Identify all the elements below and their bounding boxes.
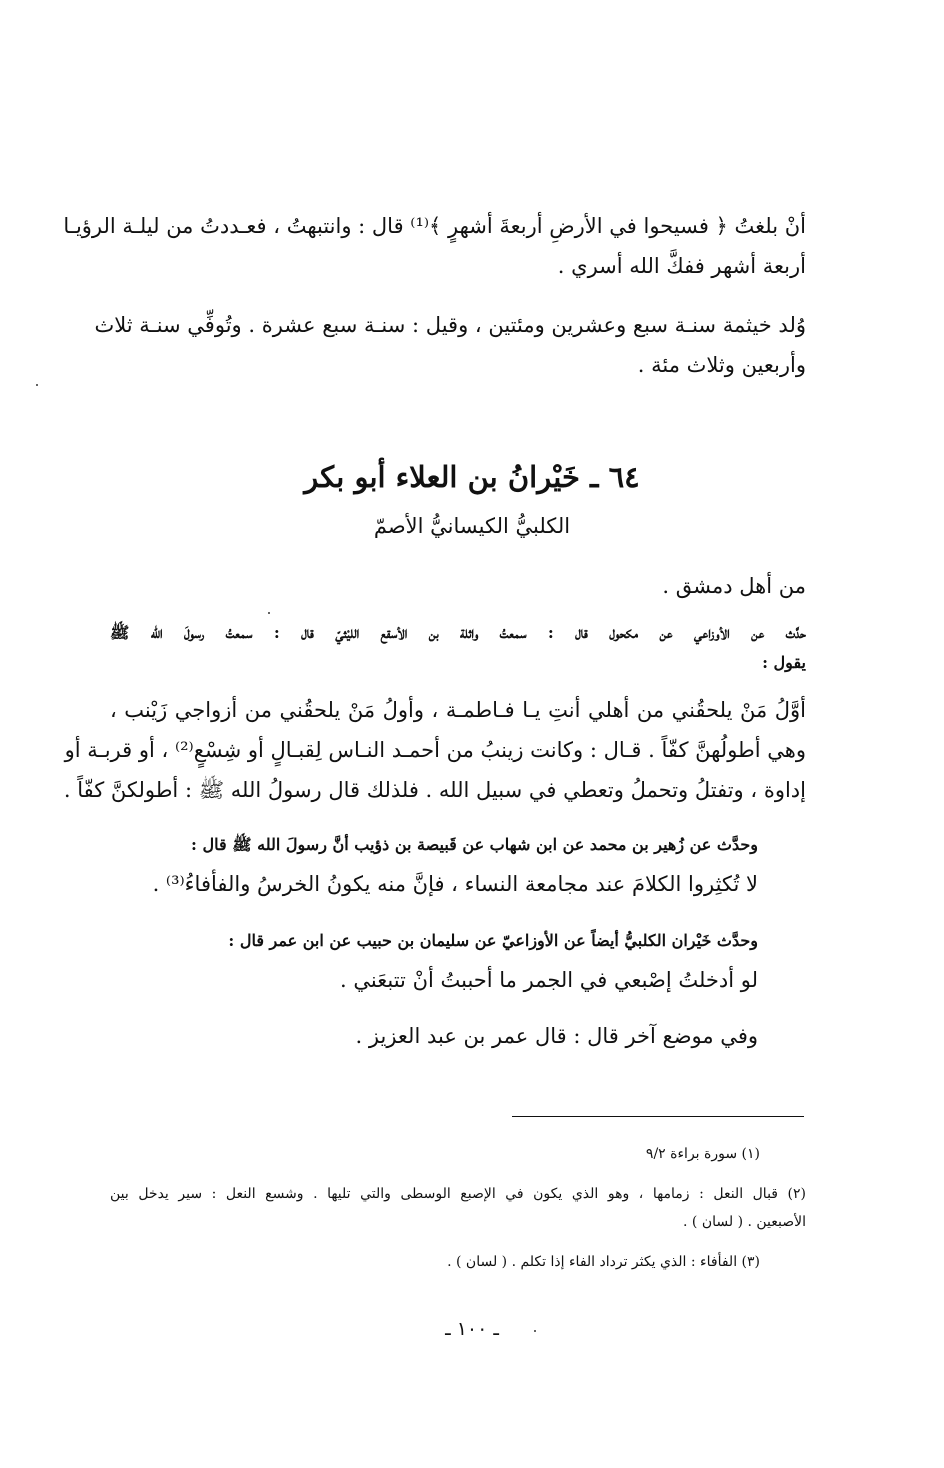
- entry-subtitle: الكلبيُّ الكيسانيُّ الأصمّ: [373, 514, 571, 538]
- hadith-1-chain-line-2: يقول :: [762, 653, 806, 672]
- footnote-2: [110, 1180, 806, 1236]
- hadith-1-text-line-2: وهي أطولُهنَّ كفّاً . قـال : وكانت زينبُ من أحمـد النـاس لِقبـالٍ أو شِسْعٍ⁽²⁾ ، أو قربـة أو: [64, 738, 806, 762]
- scan-speck: [36, 384, 38, 386]
- footnote-2-line-1: (٢) قبال النعل : زمامها ، وهو الذي يكون في الإصبع الوسطى والتي تليها . وشسع النعل : سير يدخل بين: [110, 1186, 806, 1202]
- hadith-1-text-line-3: إداوة ، وتفتلُ وتحملُ وتعطي في سبيل الله . فلذلك قال رسولُ الله ﷺ : أطولكنَّ كفّاً .: [63, 778, 806, 802]
- footnote-divider: [512, 1116, 804, 1117]
- hadith-3-text-line: لو أدخلتُ إصْبعي في الجمر ما أحببتُ أنْ تتبعَني .: [340, 968, 758, 992]
- hadith-1-chain-line-1: حدَّث عن الأوزاعي عن مكحول قال : سمعتُ واثلة بن الأسقع الليْثيّ قال : سمعتُ رسولَ الله ﷺ: [110, 623, 806, 642]
- hadith-3-chain-line: وحدَّث خَيْران الكلبيُّ أيضاً عن الأوزاعيّ عن سليمان بن حبيب عن ابن عمر قال :: [228, 931, 758, 950]
- hadith-1-text: [63, 690, 807, 810]
- intro-line-2: أربعة أشهر ففكَّ الله أسري .: [557, 254, 806, 278]
- birth-line-1: وُلد خيثمة سنـة سبع وعشرين ومئتين ، وقيل : سنـة سبع عشرة . وتُوفِّي سنـة ثلاث: [94, 313, 806, 337]
- footnote-3: [110, 1248, 760, 1276]
- entry-origin: [110, 566, 806, 606]
- footnote-1: [110, 1140, 760, 1168]
- entry-title: ٦٤ ـ خَيْرانُ بن العلاء أبو بكر: [304, 460, 640, 494]
- scan-speck: [534, 1330, 536, 1332]
- footnote-1-line: (١) سورة براءة ٩/٢: [645, 1146, 760, 1162]
- hadith-2-text: [150, 866, 758, 902]
- birth-death-paragraph: [94, 305, 806, 385]
- footnote-3-line: (٣) الفأفاء : الذي يكثر ترداد الفاء إذا تكلم . ( لسان ) .: [447, 1254, 760, 1270]
- page-number: ـ ١٠٠ ـ: [445, 1318, 499, 1340]
- hadith-3-text: [150, 962, 758, 998]
- hadith-3-note-line: وفي موضع آخر قال : قال عمر بن عبد العزيز .: [355, 1024, 758, 1048]
- hadith-2-text-line: لا تُكثِروا الكلامَ عند مجامعة النساء ، فإنَّ منه يكونُ الخرسُ والفأفاءُ⁽³⁾ .: [152, 872, 758, 896]
- hadith-1-chain: [110, 618, 806, 678]
- hadith-3-chain: [150, 926, 758, 956]
- hadith-2-chain-line: وحدَّث عن زُهير بن محمد عن ابن شهاب عن قَبيصة بن ذؤيب أنَّ رسولَ الله ﷺ قال :: [191, 835, 758, 854]
- hadith-2-chain: [150, 830, 758, 860]
- footnote-2-line-2: الأصبعين . ( لسان ) .: [683, 1214, 806, 1230]
- intro-line-1: أنْ بلغتُ ﴿ فسيحوا في الأرضِ أربعةَ أشهرٍ ﴾⁽¹⁾ قال : وانتبهتُ ، فعـددتُ من ليلـة الرؤيـا: [63, 214, 806, 238]
- intro-paragraph: [63, 206, 806, 286]
- hadith-3-note: [150, 1018, 758, 1054]
- origin-line: من أهل دمشق .: [662, 574, 806, 598]
- scan-speck: [268, 612, 270, 614]
- hadith-1-text-line-1: أوَّلُ مَنْ يلحقُني من أهلي أنتِ يـا فـاطمـة ، وأولُ مَنْ يلحقُني من أزواجي زَيْنب ،: [110, 698, 807, 722]
- birth-line-2: وأربعين وثلاث مئة .: [637, 353, 806, 377]
